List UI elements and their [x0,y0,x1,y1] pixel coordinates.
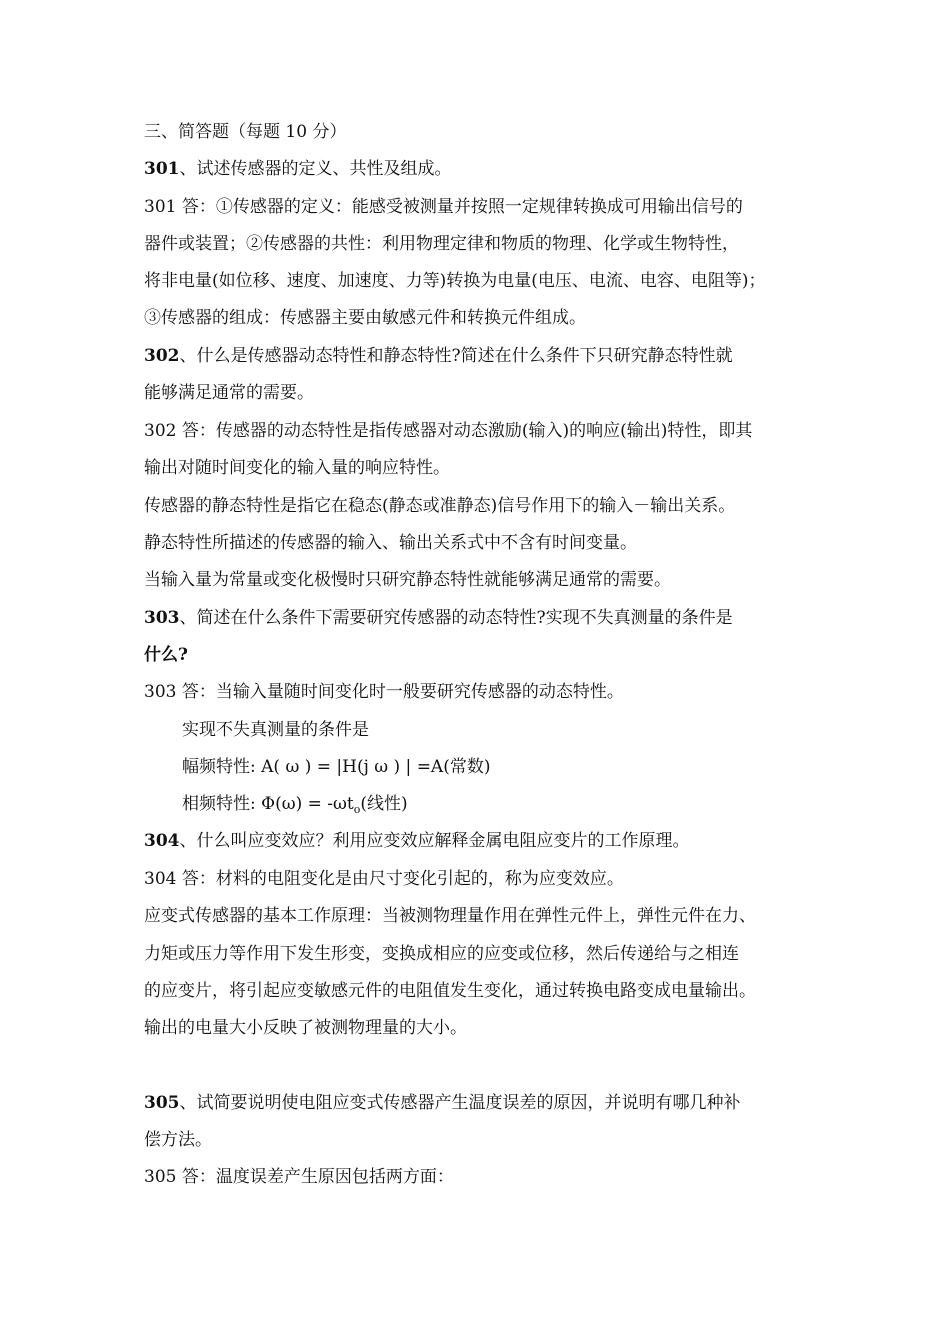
answer-line: 器件或装置；②传感器的共性：利用物理定律和物质的物理、化学或生物特性， [144,234,739,254]
question-text: 什么? [144,645,188,665]
answer-line: 输出的电量大小反映了被测物理量的大小。 [144,1018,467,1038]
question-number: 304 [144,831,180,851]
question-302 [144,345,814,367]
question-text: 能够满足通常的需要。 [144,383,314,403]
answer-line: 301 答：①传感器的定义：能感受被测量并按照一定规律转换成可用输出信号的 [144,197,743,217]
question-303 [144,607,814,629]
answer-line: 305 答：温度误差产生原因包括两方面： [144,1167,454,1187]
question-text: 、试简要说明使电阻应变式传感器产生温度误差的原因，并说明有哪几种补 [179,1093,741,1113]
answer-line: 应变式传感器的基本工作原理：当被测物理量作用在弹性元件上，弹性元件在力、 [144,906,756,926]
answer-line: 304 答：材料的电阻变化是由尺寸变化引起的，称为应变效应。 [144,869,624,889]
question-304 [144,830,814,852]
answer-line: 静态特性所描述的传感器的输入、输出关系式中不含有时间变量。 [144,533,637,553]
phase-formula: 相频特性: $\Phi(\omega) = -\omega t_o$(线性) [182,794,408,816]
answer-line: ③传感器的组成：传感器主要由敏感元件和转换元件组成。 [144,308,586,328]
question-number: 302 [144,346,180,366]
answer-line: 的应变片，将引起应变敏感元件的电阻值发生变化，通过转换电路变成电量输出。 [144,981,756,1001]
question-number: 301 [144,159,180,179]
condition-intro: 实现不失真测量的条件是 [182,720,369,740]
answer-line: 传感器的静态特性是指它在稳态(静态或准静态)信号作用下的输入－输出关系。 [144,496,736,516]
section-title: 三、简答题（每题 10 分） [144,122,347,142]
answer-line: 303 答：当输入量随时间变化时一般要研究传感器的动态特性。 [144,682,624,702]
amplitude-formula: 幅频特性: A( ω ) = |H(j ω ) | =A(常数) [182,757,491,777]
question-305 [144,1092,814,1114]
question-text: 、简述在什么条件下需要研究传感器的动态特性?实现不失真测量的条件是 [179,608,733,628]
question-text: 偿方法。 [144,1130,212,1150]
question-text: 、什么是传感器动态特性和静态特性?简述在什么条件下只研究静态特性就 [179,346,733,366]
answer-line: 302 答：传感器的动态特性是指传感器对动态激励(输入)的响应(输出)特性，即其 [144,421,753,441]
answer-line: 输出对随时间变化的输入量的响应特性。 [144,458,450,478]
question-number: 303 [144,608,180,628]
question-text: 、试述传感器的定义、共性及组成。 [179,159,452,179]
answer-line: 将非电量(如位移、速度、加速度、力等)转换为电量(电压、电流、电容、电阻等)； [144,271,766,291]
answer-line: 力矩或压力等作用下发生形变，变换成相应的应变或位移，然后传递给与之相连 [144,944,739,964]
question-301 [144,158,814,180]
question-number: 305 [144,1093,180,1113]
question-text: 、什么叫应变效应？利用应变效应解释金属电阻应变片的工作原理。 [179,831,690,851]
answer-line: 当输入量为常量或变化极慢时只研究静态特性就能够满足通常的需要。 [144,570,671,590]
